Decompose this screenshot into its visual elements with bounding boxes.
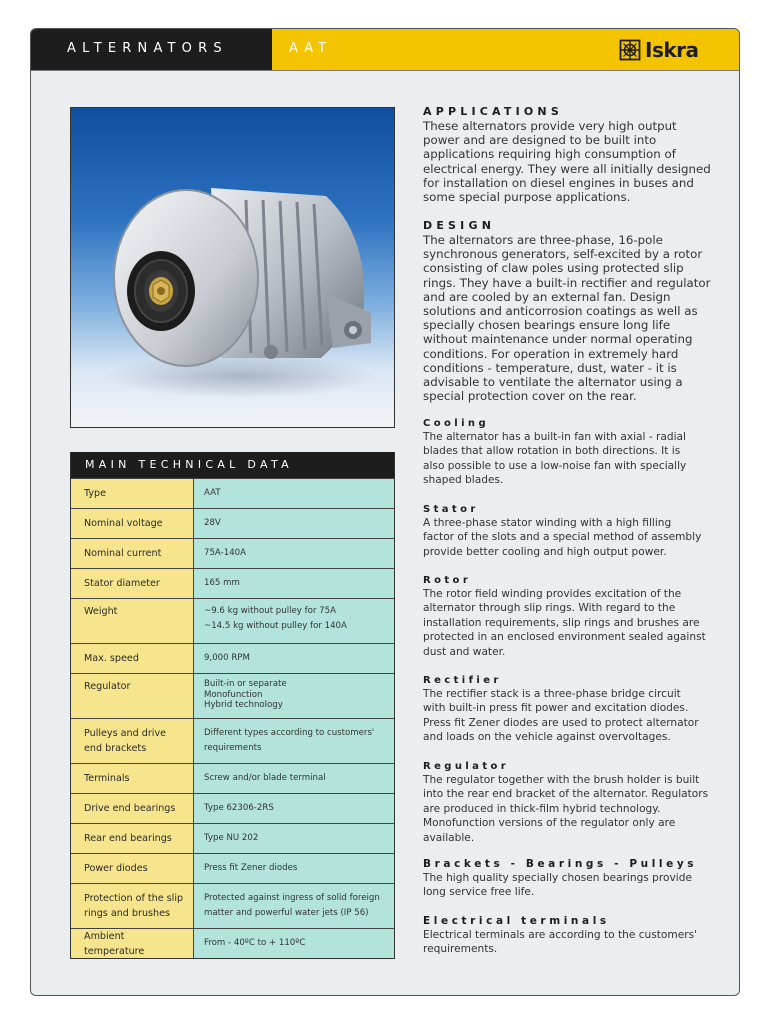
table-value-line: Different types according to customers' <box>204 728 375 738</box>
table-row <box>71 598 394 643</box>
section-applications <box>423 105 713 204</box>
text-line: Press fit Zener diodes are used to protect alternator <box>423 716 699 729</box>
section-text <box>423 773 713 845</box>
text-line: synchronous generators, self-excited by a rotor <box>423 247 703 262</box>
text-line: The rectifier stack is a three-phase bridge circuit <box>423 688 681 700</box>
table-value: From - 40ºC to + 110ºC <box>194 929 394 958</box>
text-line: into the rear end bracket of the alternator. Regulators <box>423 788 709 801</box>
table-value <box>194 674 394 718</box>
text-line: Electrical terminals are according to the customers' <box>423 929 698 941</box>
text-line: advisable to ventilate the alternator using a <box>423 375 683 390</box>
header-title: ALTERNATORS <box>67 41 228 56</box>
section-heading: Electrical terminals <box>423 915 610 927</box>
technical-data-table <box>70 452 395 959</box>
table-value <box>194 884 394 928</box>
text-line: solutions and anticorrosion coatings as well as <box>423 304 698 319</box>
section-heading: Regulator <box>423 761 510 772</box>
brand-name: Iskra <box>645 38 699 62</box>
table-value: 9,000 RPM <box>194 644 394 673</box>
text-line: shaped blades. <box>423 474 504 487</box>
table-row <box>71 883 394 928</box>
text-line: consisting of claw poles using protected slip <box>423 261 684 276</box>
text-line: A three-phase stator winding with a high filling <box>423 517 672 529</box>
section-terminals <box>423 915 713 957</box>
table-value: Screw and/or blade terminal <box>194 764 394 793</box>
section-brackets <box>423 858 713 900</box>
table-row <box>71 508 394 538</box>
section-heading: APPLICATIONS <box>423 105 563 118</box>
table-value: Press fit Zener diodes <box>194 854 394 883</box>
text-line: and are cooled by an external fan. Design <box>423 289 671 304</box>
section-cooling <box>423 417 713 488</box>
section-text <box>423 871 713 900</box>
section-text <box>423 233 713 403</box>
table-row <box>71 718 394 763</box>
section-rotor <box>423 574 713 659</box>
table-row <box>71 673 394 718</box>
text-line: applications requiring high consumption of <box>423 147 676 162</box>
table-value-line: Built-in or separate <box>204 679 287 689</box>
text-line: some special purpose applications. <box>423 190 631 205</box>
text-line: provide better cooling and high output power. <box>423 545 667 558</box>
table-row <box>71 478 394 508</box>
text-line: for installation on diesel engines in buses and <box>423 175 694 190</box>
section-heading: Brackets - Bearings - Pulleys <box>423 858 698 870</box>
text-line: power and are designed to be built into <box>423 133 657 148</box>
table-key: Drive end bearings <box>71 794 194 823</box>
table-value: 165 mm <box>194 569 394 598</box>
section-text <box>423 587 713 659</box>
text-line: without maintenance under normal operating <box>423 332 693 347</box>
section-text <box>423 516 713 559</box>
table-row <box>71 643 394 673</box>
section-heading: Rectifier <box>423 675 502 686</box>
table-value-line: requirements <box>204 743 262 753</box>
text-line: The high quality specially chosen bearings provide <box>423 872 692 884</box>
table-value-line: ~9.6 kg without pulley for 75A <box>204 606 336 616</box>
text-line: The rotor field winding provides excitation of the <box>423 588 682 600</box>
header-model: AAT <box>289 41 333 56</box>
table-row <box>71 853 394 883</box>
section-text <box>423 687 713 745</box>
table-value-line: Protected against ingress of solid foreign <box>204 893 380 903</box>
text-line: alternator through slip rings. With regard to the <box>423 602 676 615</box>
table-key: Nominal current <box>71 539 194 568</box>
table-value-line: Hybrid technology <box>204 700 283 710</box>
text-line: The alternator has a built-in fan with axial - radial <box>423 431 686 443</box>
text-line: specially chosen bearings ensure long life <box>423 318 671 333</box>
table-value: 28V <box>194 509 394 538</box>
text-line: available. <box>423 831 475 844</box>
table-row <box>71 538 394 568</box>
header-title-block <box>31 29 272 70</box>
section-text <box>423 430 713 488</box>
text-line: conditions. For operation in extremely hard <box>423 346 679 361</box>
section-text <box>423 928 713 957</box>
text-line: protected in an enclosed environment sealed against <box>423 631 706 644</box>
section-heading: Cooling <box>423 418 490 429</box>
table-value: AAT <box>194 479 394 508</box>
text-line: The alternators are three-phase, 16-pole <box>423 233 663 247</box>
table-key: Max. speed <box>71 644 194 673</box>
table-key: Regulator <box>71 674 194 718</box>
table-value-line: Monofunction <box>204 689 263 700</box>
table-key: Weight <box>71 599 194 643</box>
table-key <box>71 719 194 763</box>
datasheet-page <box>30 28 740 996</box>
table-row <box>71 568 394 598</box>
brand-logo <box>619 38 699 62</box>
table-key: Ambient temperature <box>71 929 194 958</box>
table-row <box>71 763 394 793</box>
table-key: Rear end bearings <box>71 824 194 853</box>
table-key: Nominal voltage <box>71 509 194 538</box>
table-key: Type <box>71 479 194 508</box>
table-row <box>71 928 394 958</box>
text-line: electrical energy. They were all initially designed <box>423 161 711 176</box>
table-key <box>71 884 194 928</box>
header-bar <box>31 29 739 71</box>
text-line: The regulator together with the brush holder is built <box>423 774 700 786</box>
section-heading: Stator <box>423 504 479 515</box>
table-row <box>71 793 394 823</box>
text-line: and loads on the vehicle against overvoltages. <box>423 731 671 744</box>
text-line: rings. They have a built-in rectifier and regulator <box>423 275 711 290</box>
section-rectifier <box>423 674 713 745</box>
table-key-line: end brackets <box>84 743 147 754</box>
section-text <box>423 119 713 204</box>
text-line: requirements. <box>423 943 498 956</box>
section-stator <box>423 503 713 559</box>
table-value: Type 62306-2RS <box>194 794 394 823</box>
table-value <box>194 599 394 643</box>
table-key-line: Protection of the slip <box>84 893 184 904</box>
text-line: Monofunction versions of the regulator only are <box>423 817 676 830</box>
text-line: These alternators provide very high output <box>423 119 677 133</box>
table-row <box>71 823 394 853</box>
text-line: installation requirements, slip rings and brushes are <box>423 616 700 629</box>
table-key: Stator diameter <box>71 569 194 598</box>
text-line: dust and water. <box>423 645 506 658</box>
alternator-photo <box>70 107 395 428</box>
section-design <box>423 219 713 403</box>
alternator-illustration <box>71 108 394 427</box>
section-heading: Rotor <box>423 575 472 586</box>
text-line: with built-in press fit power and excitation diodes. <box>423 702 689 715</box>
text-line: are produced in thick-film hybrid technology. <box>423 802 661 815</box>
table-key: Terminals <box>71 764 194 793</box>
text-line: long service free life. <box>423 886 535 899</box>
text-line: conditions - temperature, dust, water - it is <box>423 360 677 375</box>
text-line: blades that allow rotation in both directions. It is <box>423 445 681 458</box>
table-key-line: rings and brushes <box>84 908 171 919</box>
text-line: also possible to use a low-noise fan with specially <box>423 459 687 472</box>
iskra-emblem-icon <box>619 39 641 61</box>
table-key: Power diodes <box>71 854 194 883</box>
table-value-line: matter and powerful water jets (IP 56) <box>204 908 369 918</box>
table-title: MAIN TECHNICAL DATA <box>71 452 394 478</box>
table-value <box>194 719 394 763</box>
text-line: factor of the slots and a special method of assembly <box>423 531 702 544</box>
text-line: special protection cover on the rear. <box>423 389 637 404</box>
table-value: Type NU 202 <box>194 824 394 853</box>
table-value-line: ~14.5 kg without pulley for 140A <box>204 621 347 631</box>
section-regulator <box>423 760 713 845</box>
table-key-line: Pulleys and drive <box>84 728 167 739</box>
table-value: 75A-140A <box>194 539 394 568</box>
section-heading: DESIGN <box>423 219 496 232</box>
